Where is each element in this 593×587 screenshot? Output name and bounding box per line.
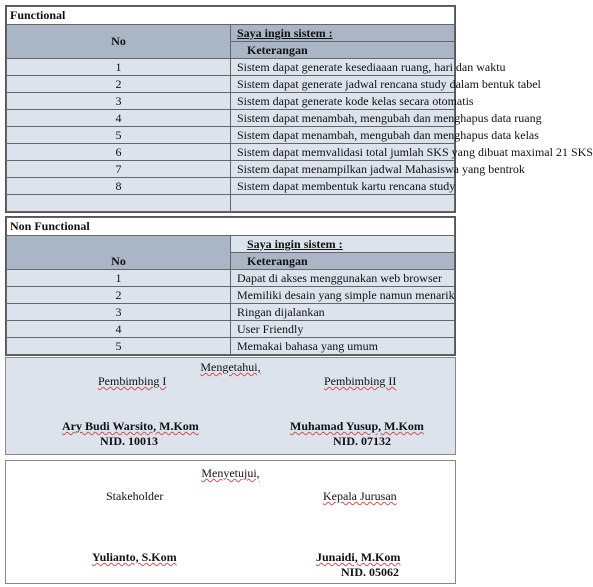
agreement-right-nid: NID. 05062: [340, 565, 399, 579]
non-functional-col-no: No: [7, 236, 231, 270]
row-number: 6: [7, 144, 231, 161]
approval-title: Mengetahui,: [200, 360, 261, 374]
agreement-title: Menyetujui,: [201, 466, 260, 480]
agreement-right-role: Kepala Jurusan: [323, 489, 397, 503]
row-text: Sistem dapat membentuk kartu rencana study: [231, 178, 455, 195]
row-number: 5: [7, 338, 231, 355]
table-row: [7, 195, 455, 212]
non-functional-table: [5, 216, 456, 356]
row-number: 4: [7, 110, 231, 127]
functional-section-title: Functional: [7, 7, 455, 25]
row-text: Sistem dapat memvalidasi total jumlah SKS yang dibuat maximal 21 SKS: [231, 144, 455, 161]
approval-right-role: Pembimbing II: [324, 374, 397, 388]
approval-right-name: Muhamad Yusup, M.Kom: [290, 419, 424, 433]
agreement-left-role: Stakeholder: [106, 489, 164, 503]
table-row: [7, 270, 455, 287]
functional-header-line2: Keterangan: [231, 42, 455, 59]
table-row: [7, 59, 455, 76]
non-functional-header-line1: Saya ingin sistem :: [231, 236, 455, 253]
row-text: Ringan dijalankan: [231, 304, 455, 321]
table-row: [7, 287, 455, 304]
row-text: Dapat di akses menggunakan web browser: [231, 270, 455, 287]
row-text: Sistem dapat generate kode kelas secara otomatis: [231, 93, 455, 110]
row-text: User Friendly: [231, 321, 455, 338]
table-row: [7, 144, 455, 161]
row-number: 1: [7, 270, 231, 287]
agreement-right-name: Junaidi, M.Kom: [316, 550, 401, 564]
approval-left-nid: NID. 10013: [99, 434, 158, 448]
agreement-signature-block: [5, 460, 456, 584]
row-number: 2: [7, 287, 231, 304]
row-number: 2: [7, 76, 231, 93]
agreement-left-name: Yulianto, S.Kom: [92, 550, 177, 564]
row-text: Sistem dapat menambah, mengubah dan menghapus data ruang: [231, 110, 455, 127]
table-row: [7, 110, 455, 127]
functional-table: [5, 5, 593, 213]
row-text: Memakai bahasa yang umum: [231, 338, 455, 355]
row-text: Sistem dapat generate kesediaaan ruang, hari dan waktu: [231, 59, 455, 76]
non-functional-header-line2: Keterangan: [231, 253, 455, 270]
row-number: 7: [7, 161, 231, 178]
row-number: 3: [7, 304, 231, 321]
row-number: [7, 195, 231, 212]
table-row: [7, 321, 455, 338]
approval-signature-block: [5, 357, 456, 455]
row-number: 1: [7, 59, 231, 76]
approval-left-role: Pembimbing I: [98, 374, 167, 388]
row-number: 3: [7, 93, 231, 110]
row-text: Memiliki desain yang simple namun menarik: [231, 287, 455, 304]
row-number: 4: [7, 321, 231, 338]
row-text: Sistem dapat generate jadwal rencana study dalam bentuk tabel: [231, 76, 455, 93]
row-number: 5: [7, 127, 231, 144]
table-row: [7, 127, 455, 144]
row-number: 8: [7, 178, 231, 195]
table-row: [7, 178, 455, 195]
approval-left-name: Ary Budi Warsito, M.Kom: [62, 419, 199, 433]
approval-right-nid: NID. 07132: [332, 434, 391, 448]
functional-header-line1: Saya ingin sistem :: [231, 25, 455, 42]
row-text: Sistem dapat menambah, mengubah dan menghapus data kelas: [231, 127, 455, 144]
table-row: [7, 76, 455, 93]
table-row: [7, 161, 455, 178]
table-row: [7, 93, 455, 110]
non-functional-section-title: Non Functional: [7, 218, 455, 236]
row-text: [231, 195, 455, 212]
table-row: [7, 304, 455, 321]
row-text: Sistem dapat menampilkan jadwal Mahasiswa yang bentrok: [231, 161, 455, 178]
functional-col-no: No: [7, 25, 231, 59]
table-row: [7, 338, 455, 355]
